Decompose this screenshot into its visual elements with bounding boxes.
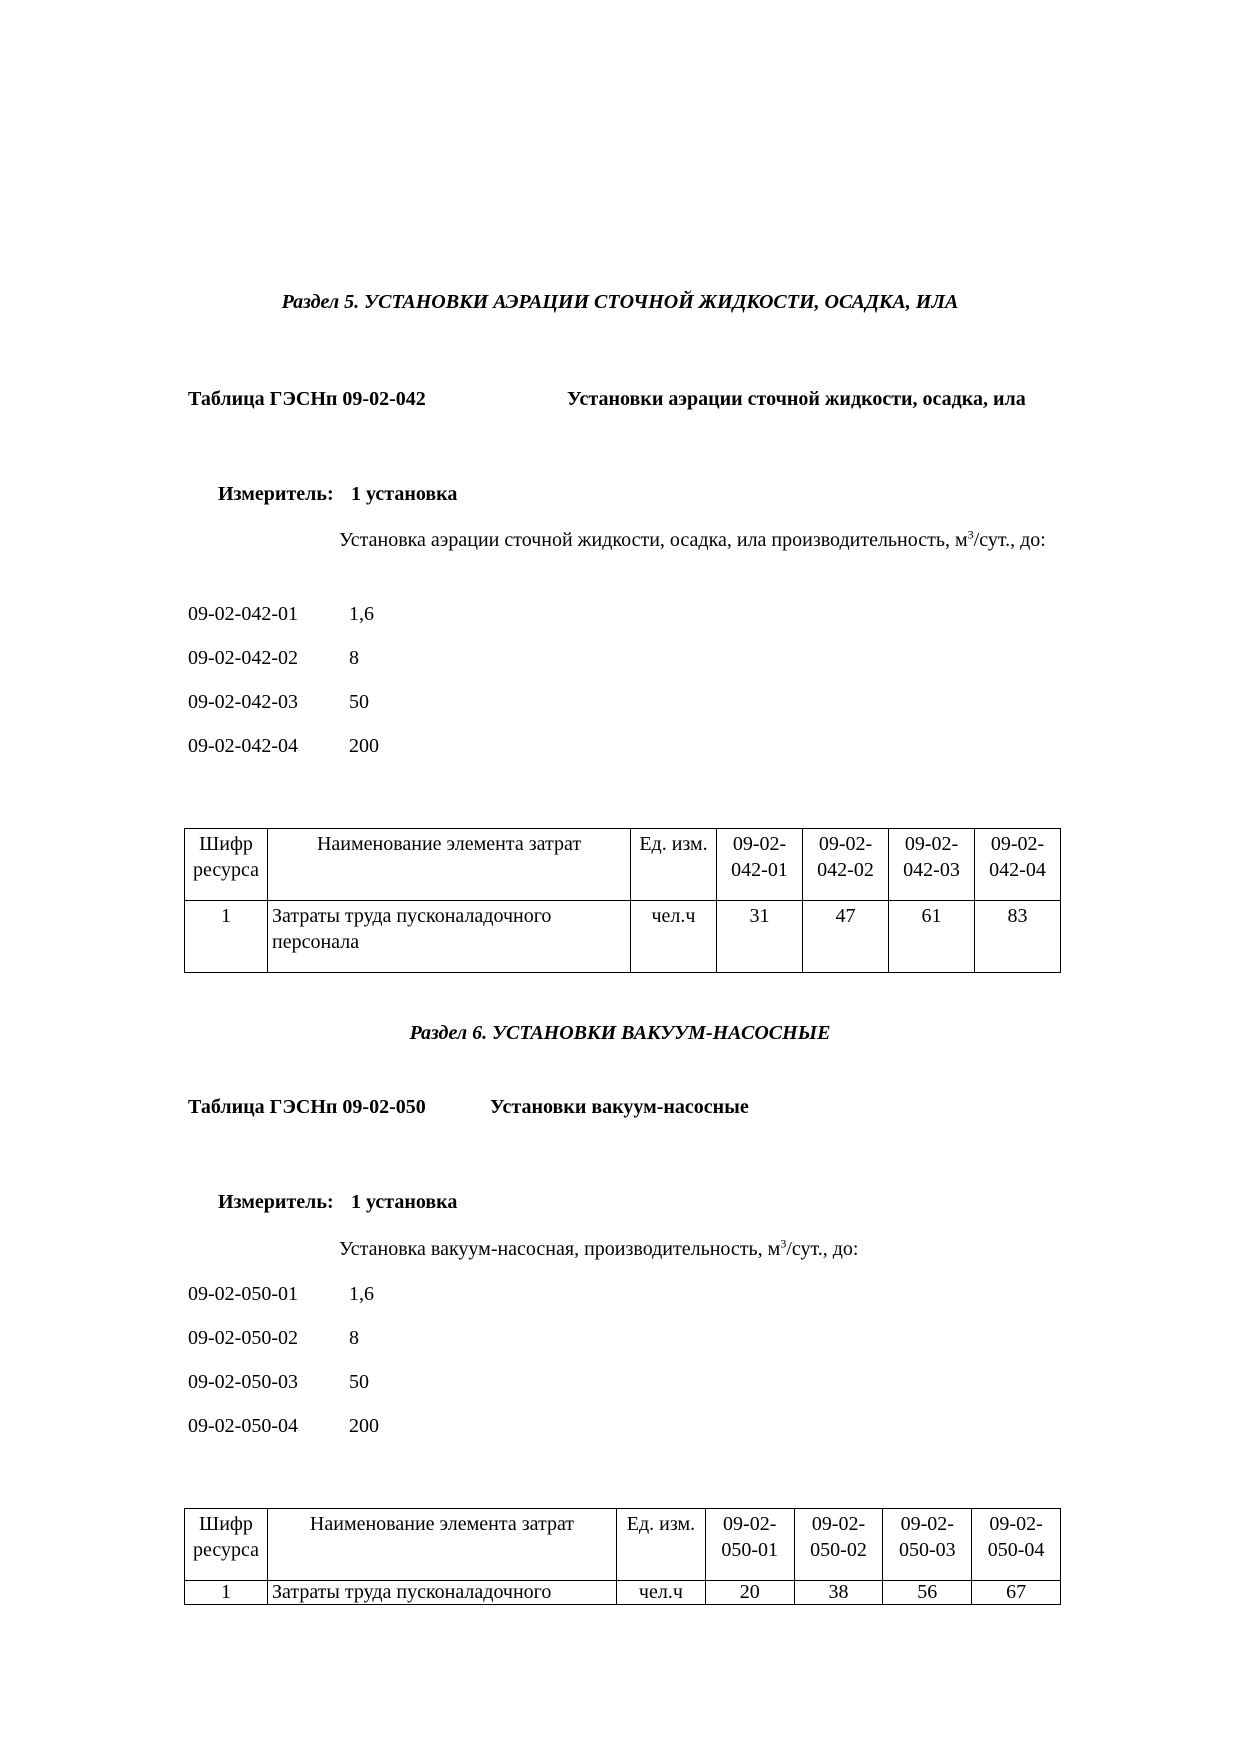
header-cell: 09-02-050-02 (794, 1509, 883, 1581)
item-value: 1,6 (349, 1283, 374, 1305)
table-cell: 20 (705, 1581, 794, 1605)
header-cell: 09-02-042-01 (717, 829, 803, 901)
table-cell: 67 (972, 1581, 1061, 1605)
header-cell: 09-02-050-01 (705, 1509, 794, 1581)
table-cell: 1 (185, 901, 268, 973)
section-6-table-code: Таблица ГЭСНп 09-02-050 (188, 1096, 426, 1118)
table-cell: 83 (975, 901, 1061, 973)
item-code: 09-02-050-02 (188, 1327, 298, 1349)
item-code: 09-02-042-01 (188, 603, 298, 625)
item-code: 09-02-042-02 (188, 647, 298, 669)
table-cell: 61 (889, 901, 975, 973)
header-cell: Шифр ресурса (185, 1509, 268, 1581)
item-code: 09-02-050-03 (188, 1371, 298, 1393)
section-5-measure-value: 1 установка (351, 483, 458, 505)
item-value: 50 (349, 691, 369, 713)
item-value: 200 (349, 735, 379, 757)
item-code: 09-02-042-04 (188, 735, 298, 757)
item-code: 09-02-042-03 (188, 691, 298, 713)
table-cell: 31 (717, 901, 803, 973)
table-row (185, 1581, 1061, 1605)
section-6-description: Установка вакуум-насосная, производительность, $м^3$/сут., до: (339, 1236, 859, 1260)
table-cell: 38 (794, 1581, 883, 1605)
header-cell: Наименование элемента затрат (267, 1509, 616, 1581)
table-header-row (185, 1509, 1061, 1581)
section-5-table-code: Таблица ГЭСНп 09-02-042 (188, 388, 426, 410)
section-6-measure-label: Измеритель: (218, 1191, 334, 1213)
section-5-title: Раздел 5. УСТАНОВКИ АЭРАЦИИ СТОЧНОЙ ЖИДКОСТИ, ОСАДКА, ИЛА (281, 291, 959, 313)
header-cell: 09-02-042-04 (975, 829, 1061, 901)
table-cell: чел.ч (617, 1581, 706, 1605)
item-code: 09-02-050-01 (188, 1283, 298, 1305)
table-row (185, 901, 1061, 973)
section-5-description: Установка аэрации сточной жидкости, осадка, ила производительность, $м^3$/сут., до: (339, 527, 1046, 551)
item-value: 50 (349, 1371, 369, 1393)
header-cell: 09-02-042-03 (889, 829, 975, 901)
item-value: 8 (349, 1327, 359, 1349)
table-cell: чел.ч (631, 901, 717, 973)
header-cell: Ед. изм. (617, 1509, 706, 1581)
header-cell: Шифр ресурса (185, 829, 268, 901)
table-cell: 1 (185, 1581, 268, 1605)
section-6-title: Раздел 6. УСТАНОВКИ ВАКУУМ-НАСОСНЫЕ (409, 1022, 831, 1044)
section-6-measure-value: 1 установка (351, 1191, 458, 1213)
table-cell: 47 (803, 901, 889, 973)
header-cell: 09-02-050-04 (972, 1509, 1061, 1581)
header-cell: 09-02-042-02 (803, 829, 889, 901)
item-value: 200 (349, 1415, 379, 1437)
table-header-row (185, 829, 1061, 901)
section-5-table-name: Установки аэрации сточной жидкости, осадка, ила (567, 388, 1026, 410)
header-cell: Наименование элемента затрат (268, 829, 631, 901)
item-value: 1,6 (349, 603, 374, 625)
section-6-cost-table (184, 1508, 1061, 1605)
header-cell: Ед. изм. (631, 829, 717, 901)
item-code: 09-02-050-04 (188, 1415, 298, 1437)
item-value: 8 (349, 647, 359, 669)
section-5-cost-table (184, 828, 1061, 973)
table-cell: 56 (883, 1581, 972, 1605)
table-cell: Затраты труда пусконаладочного персонала (268, 901, 631, 973)
table-cell: Затраты труда пусконаладочного (267, 1581, 616, 1605)
header-cell: 09-02-050-03 (883, 1509, 972, 1581)
section-6-table-name: Установки вакуум-насосные (490, 1096, 749, 1118)
section-5-measure-label: Измеритель: (218, 483, 334, 505)
